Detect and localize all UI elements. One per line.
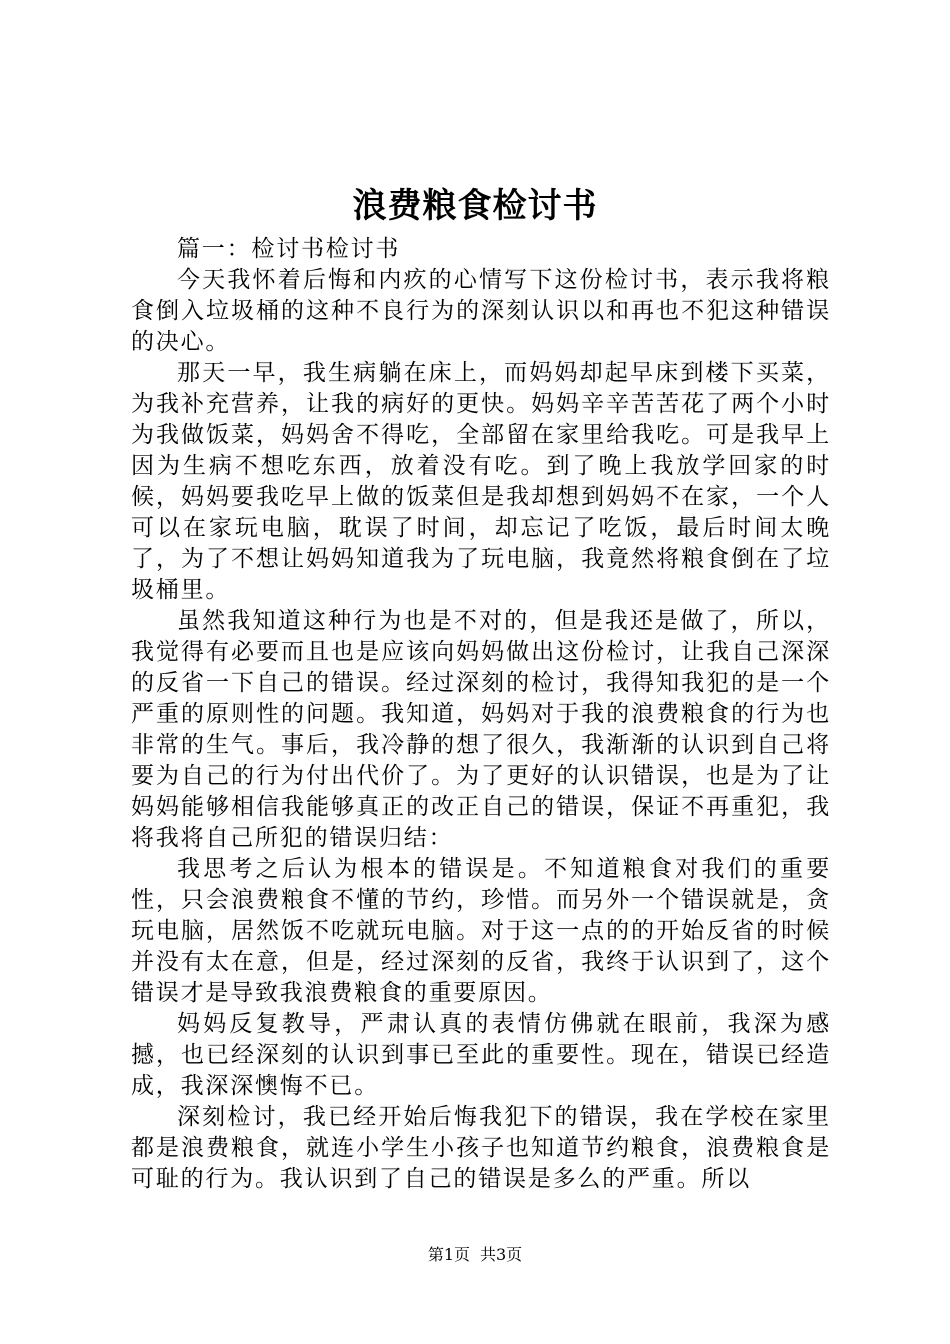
body-paragraph: 妈妈反复教导，严肃认真的表情仿佛就在眼前，我深为感撼，也已经深刻的认识到事已至此的重要性。现在，错误已经造成，我深深懊悔不已。 — [131, 1011, 831, 1099]
body-paragraph: 我思考之后认为根本的错误是。不知道粮食对我们的重要性，只会浪费粮食不懂的节约，珍惜。而另外一个错误就是，贪玩电脑，居然饭不吃就玩电脑。对于这一点的的开始反省的时候并没有太在意，但是，经过深刻的反省，我终于认识到了，这个错误才是导致我浪费粮食的重要原因。 — [131, 856, 831, 1006]
document-title: 浪费粮食检讨书 — [352, 186, 598, 226]
body-paragraph: 深刻检讨，我已经开始后悔我犯下的错误，我在学校在家里都是浪费粮食，就连小学生小孩子也知道节约粮食，浪费粮食是可耻的行为。我认识到了自己的错误是多么的严重。所以 — [131, 1104, 831, 1192]
page-number: 第1页 — [427, 1245, 470, 1264]
page-footer — [0, 1245, 950, 1265]
document-body — [131, 234, 831, 1195]
body-paragraph: 那天一早，我生病躺在床上，而妈妈却起早床到楼下买菜，为我补充营养，让我的病好的更快。妈妈辛辛苦苦花了两个小时为我做饭菜，妈妈舍不得吃，全部留在家里给我吃。可是我早上因为生病不想吃东西，放着没有吃。到了晚上我放学回家的时候，妈妈要我吃早上做的饭菜但是我却想到妈妈不在家，一个人可以在家玩电脑，耽误了时间，却忘记了吃饭，最后时间太晚了，为了不想让妈妈知道我为了玩电脑，我竟然将粮食倒在了垃圾桶里。 — [131, 360, 831, 603]
section-heading: 篇一：检讨书检讨书 — [177, 236, 401, 262]
body-paragraph: 今天我怀着后悔和内疚的心情写下这份检讨书，表示我将粮食倒入垃圾桶的这种不良行为的深刻认识以和再也不犯这种错误的决心。 — [131, 267, 831, 355]
body-paragraph: 虽然我知道这种行为也是不对的，但是我还是做了，所以，我觉得有必要而且也是应该向妈妈做出这份检讨，让我自己深深的反省一下自己的错误。经过深刻的检讨，我得知我犯的是一个严重的原则性的问题。我知道，妈妈对于我的浪费粮食的行为也非常的生气。事后，我冷静的想了很久，我渐渐的认识到自己将要为自己的行为付出代价了。为了更好的认识错误，也是为了让妈妈能够相信我能够真正的改正自己的错误，保证不再重犯，我将我将自己所犯的错误归结： — [131, 608, 831, 851]
page-total: 共3页 — [480, 1245, 523, 1264]
